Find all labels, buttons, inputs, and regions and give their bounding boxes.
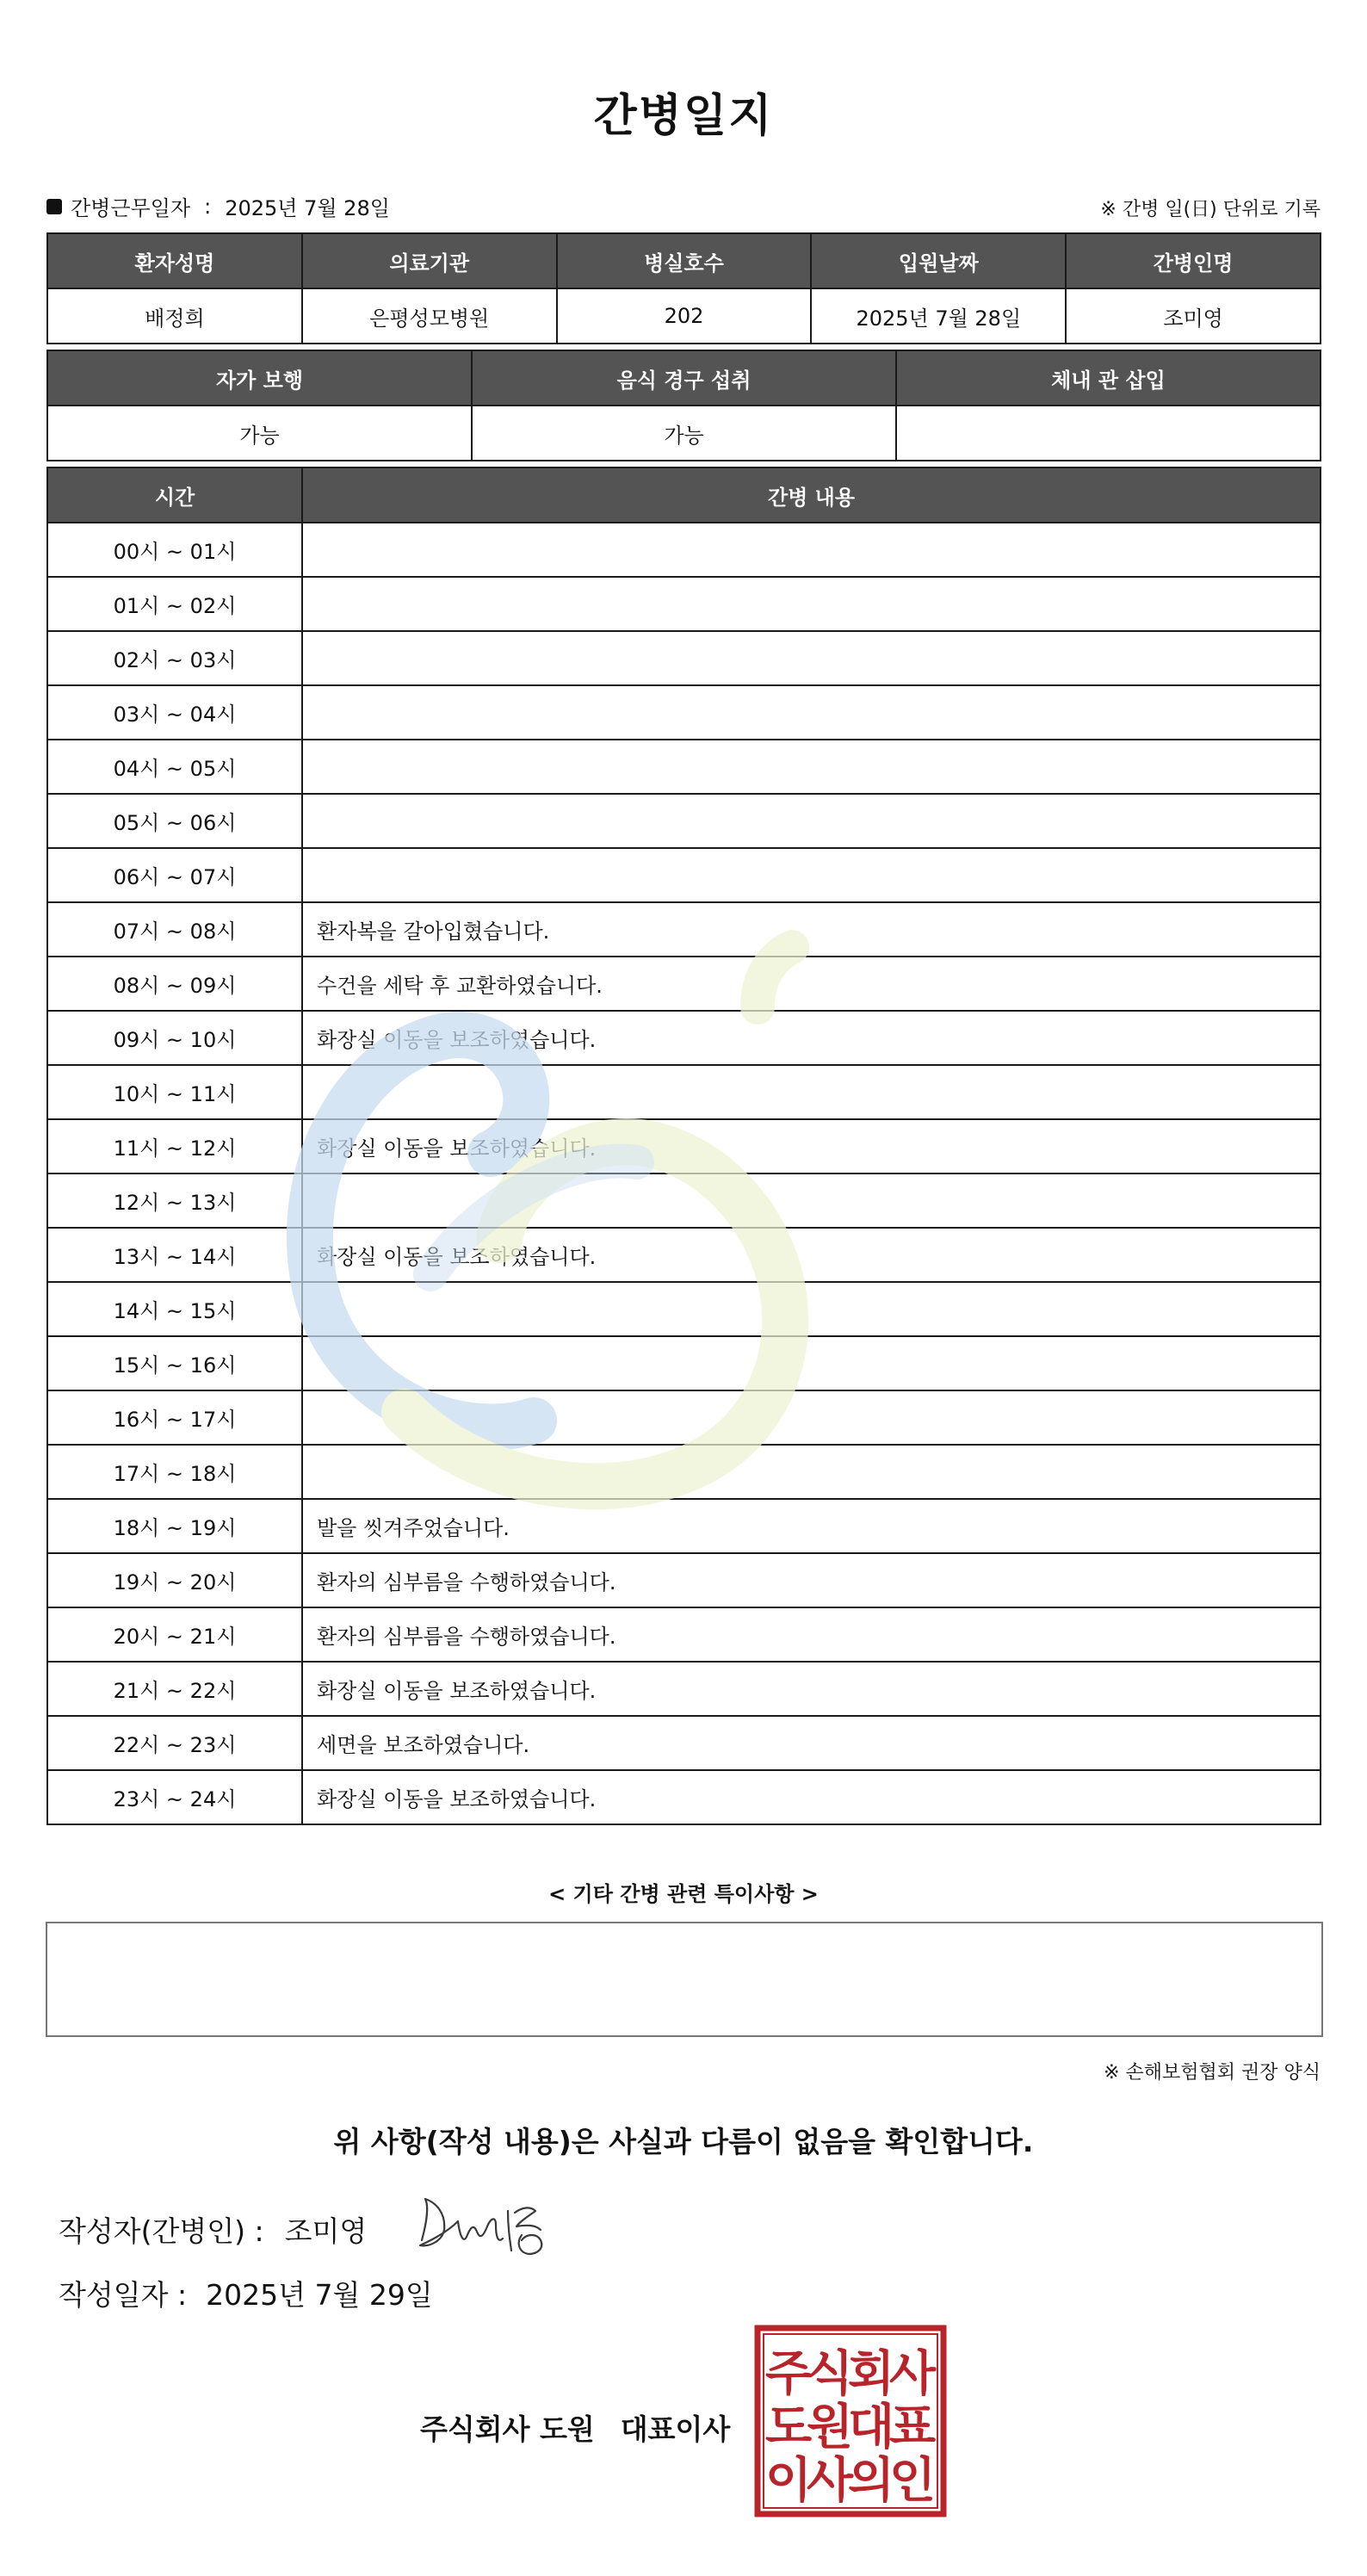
header-patient-name: 환자성명 — [47, 233, 302, 288]
care-log-content: 화장실 이동을 보조하였습니다. — [302, 1770, 1321, 1824]
care-log-time: 15시 ~ 16시 — [47, 1336, 302, 1390]
svg-text:도: 도 — [764, 2400, 813, 2455]
care-log-content — [302, 523, 1321, 577]
care-log-time: 21시 ~ 22시 — [47, 1662, 302, 1716]
care-log-row — [47, 1553, 1321, 1607]
care-log-row — [47, 1011, 1321, 1065]
svg-text:주: 주 — [764, 2346, 813, 2402]
care-log-content — [302, 1282, 1321, 1336]
care-log-time: 16시 ~ 17시 — [47, 1390, 302, 1445]
remarks-title: < 기타 간병 관련 특이사항 > — [548, 1882, 819, 1906]
patient-status-value-row — [47, 406, 1321, 461]
care-log-content: 세면을 보조하였습니다. — [302, 1716, 1321, 1770]
header-time: 시간 — [47, 468, 302, 523]
header-caregiver-name: 간병인명 — [1066, 233, 1321, 288]
care-log-row — [47, 1499, 1321, 1553]
company-line — [420, 2407, 730, 2448]
care-log-row — [47, 957, 1321, 1011]
work-date-value: 2025년 7월 28일 — [225, 196, 390, 220]
care-log-content: 화장실 이동을 보조하였습니다. — [302, 1119, 1321, 1173]
svg-text:회: 회 — [847, 2346, 895, 2402]
patient-info-table — [46, 232, 1321, 344]
care-log-content — [302, 1065, 1321, 1119]
document-title: 간병일지 — [593, 90, 774, 142]
care-log-time: 07시 ~ 08시 — [47, 902, 302, 957]
care-log-content: 환자의 심부름을 수행하였습니다. — [302, 1553, 1321, 1607]
header-hospital: 의료기관 — [302, 233, 557, 288]
header-care-content: 간병 내용 — [302, 468, 1321, 523]
form-note: ※ 손해보험협회 권장 양식 — [1104, 2062, 1321, 2084]
writer-line — [59, 2209, 367, 2250]
care-log-time: 02시 ~ 03시 — [47, 631, 302, 685]
svg-text:인: 인 — [888, 2453, 937, 2509]
care-log-time: 04시 ~ 05시 — [47, 740, 302, 794]
caregiver-name: 조미영 — [1066, 288, 1321, 344]
confirmation-statement: 위 사항(작성 내용)은 사실과 다름이 없음을 확인합니다. — [333, 2125, 1034, 2158]
care-log-content — [302, 1173, 1321, 1228]
svg-text:사: 사 — [888, 2346, 937, 2402]
work-date-separator: : — [204, 194, 212, 219]
handwritten-signature — [413, 2187, 564, 2260]
care-log-row — [47, 1065, 1321, 1119]
care-log-content — [302, 1445, 1321, 1499]
care-log-content: 환자의 심부름을 수행하였습니다. — [302, 1607, 1321, 1662]
written-date-line — [59, 2273, 433, 2313]
care-log-row — [47, 577, 1321, 631]
company-name: 주식회사 도원 — [420, 2412, 595, 2446]
written-date-label: 작성일자 : — [59, 2278, 188, 2312]
care-log-content: 화장실 이동을 보조하였습니다. — [302, 1011, 1321, 1065]
patient-status-header-row — [47, 350, 1321, 406]
care-log-content: 수건을 세탁 후 교환하였습니다. — [302, 957, 1321, 1011]
svg-text:의: 의 — [847, 2453, 895, 2509]
care-log-row — [47, 1662, 1321, 1716]
svg-text:대: 대 — [847, 2400, 895, 2455]
care-log-time: 13시 ~ 14시 — [47, 1228, 302, 1282]
care-log-content — [302, 1336, 1321, 1390]
care-log-time: 17시 ~ 18시 — [47, 1445, 302, 1499]
care-log-row — [47, 794, 1321, 848]
patient-status-table — [46, 350, 1321, 461]
self-walking-value: 가능 — [47, 406, 472, 461]
svg-text:원: 원 — [806, 2400, 854, 2455]
patient-info-header-row — [47, 233, 1321, 288]
header-self-walking: 자가 보행 — [47, 350, 472, 406]
work-date — [46, 191, 390, 221]
care-log-header-row — [47, 468, 1321, 523]
hourly-care-log-table — [46, 467, 1321, 1825]
care-log-time: 14시 ~ 15시 — [47, 1282, 302, 1336]
patient-info-value-row — [47, 288, 1321, 344]
care-log-time: 10시 ~ 11시 — [47, 1065, 302, 1119]
care-log-time: 00시 ~ 01시 — [47, 523, 302, 577]
unit-note: ※ 간병 일(日) 단위로 기록 — [1100, 199, 1321, 220]
care-log-row — [47, 1119, 1321, 1173]
care-log-content: 화장실 이동을 보조하였습니다. — [302, 1228, 1321, 1282]
care-log-time: 03시 ~ 04시 — [47, 685, 302, 740]
care-log-content: 발을 씻겨주었습니다. — [302, 1499, 1321, 1553]
care-log-time: 05시 ~ 06시 — [47, 794, 302, 848]
svg-text:사: 사 — [806, 2453, 854, 2509]
svg-text:식: 식 — [806, 2346, 854, 2402]
admission-date: 2025년 7월 28일 — [811, 288, 1066, 344]
remarks-box — [46, 1922, 1323, 2037]
room-number: 202 — [557, 288, 812, 344]
care-log-row — [47, 1173, 1321, 1228]
writer-label: 작성자(간병인) : — [59, 2214, 264, 2248]
care-log-content — [302, 631, 1321, 685]
care-log-content — [302, 848, 1321, 902]
care-log-time: 22시 ~ 23시 — [47, 1716, 302, 1770]
care-log-content: 화장실 이동을 보조하였습니다. — [302, 1662, 1321, 1716]
care-log-time: 11시 ~ 12시 — [47, 1119, 302, 1173]
care-log-content: 환자복을 갈아입혔습니다. — [302, 902, 1321, 957]
header-admission-date: 입원날짜 — [811, 233, 1066, 288]
company-seal — [754, 2325, 947, 2517]
header-tube-insertion: 체내 관 삽입 — [896, 350, 1321, 406]
care-log-row — [47, 685, 1321, 740]
care-log-time: 06시 ~ 07시 — [47, 848, 302, 902]
care-log-time: 19시 ~ 20시 — [47, 1553, 302, 1607]
care-log-content — [302, 685, 1321, 740]
svg-text:표: 표 — [888, 2400, 937, 2455]
care-log-time: 09시 ~ 10시 — [47, 1011, 302, 1065]
header-oral-intake: 음식 경구 섭취 — [472, 350, 896, 406]
patient-name: 배정희 — [47, 288, 302, 344]
care-log-row — [47, 1336, 1321, 1390]
care-log-row — [47, 740, 1321, 794]
company-title: 대표이사 — [620, 2412, 731, 2446]
care-log-row — [47, 1716, 1321, 1770]
care-log-row — [47, 1228, 1321, 1282]
care-log-row — [47, 902, 1321, 957]
care-log-time: 23시 ~ 24시 — [47, 1770, 302, 1824]
oral-intake-value: 가능 — [472, 406, 896, 461]
written-date-value: 2025년 7월 29일 — [206, 2278, 433, 2312]
care-log-content — [302, 740, 1321, 794]
square-bullet-icon — [46, 199, 62, 214]
care-log-content — [302, 794, 1321, 848]
care-log-time: 01시 ~ 02시 — [47, 577, 302, 631]
care-log-row — [47, 631, 1321, 685]
work-date-label: 간병근무일자 — [71, 196, 191, 220]
care-log-content — [302, 577, 1321, 631]
care-log-row — [47, 1390, 1321, 1445]
care-log-time: 12시 ~ 13시 — [47, 1173, 302, 1228]
care-log-time: 20시 ~ 21시 — [47, 1607, 302, 1662]
tube-insertion-value — [896, 406, 1321, 461]
care-log-time: 08시 ~ 09시 — [47, 957, 302, 1011]
care-log-body — [47, 523, 1321, 1824]
care-log-time: 18시 ~ 19시 — [47, 1499, 302, 1553]
care-log-row — [47, 1607, 1321, 1662]
hospital-name: 은평성모병원 — [302, 288, 557, 344]
care-log-row — [47, 848, 1321, 902]
care-log-row — [47, 1770, 1321, 1824]
care-log-row — [47, 523, 1321, 577]
header-room-number: 병실호수 — [557, 233, 812, 288]
care-log-content — [302, 1390, 1321, 1445]
care-log-row — [47, 1282, 1321, 1336]
writer-name: 조미영 — [284, 2214, 368, 2248]
care-log-row — [47, 1445, 1321, 1499]
svg-text:이: 이 — [764, 2453, 813, 2509]
work-date-row — [46, 191, 1321, 220]
